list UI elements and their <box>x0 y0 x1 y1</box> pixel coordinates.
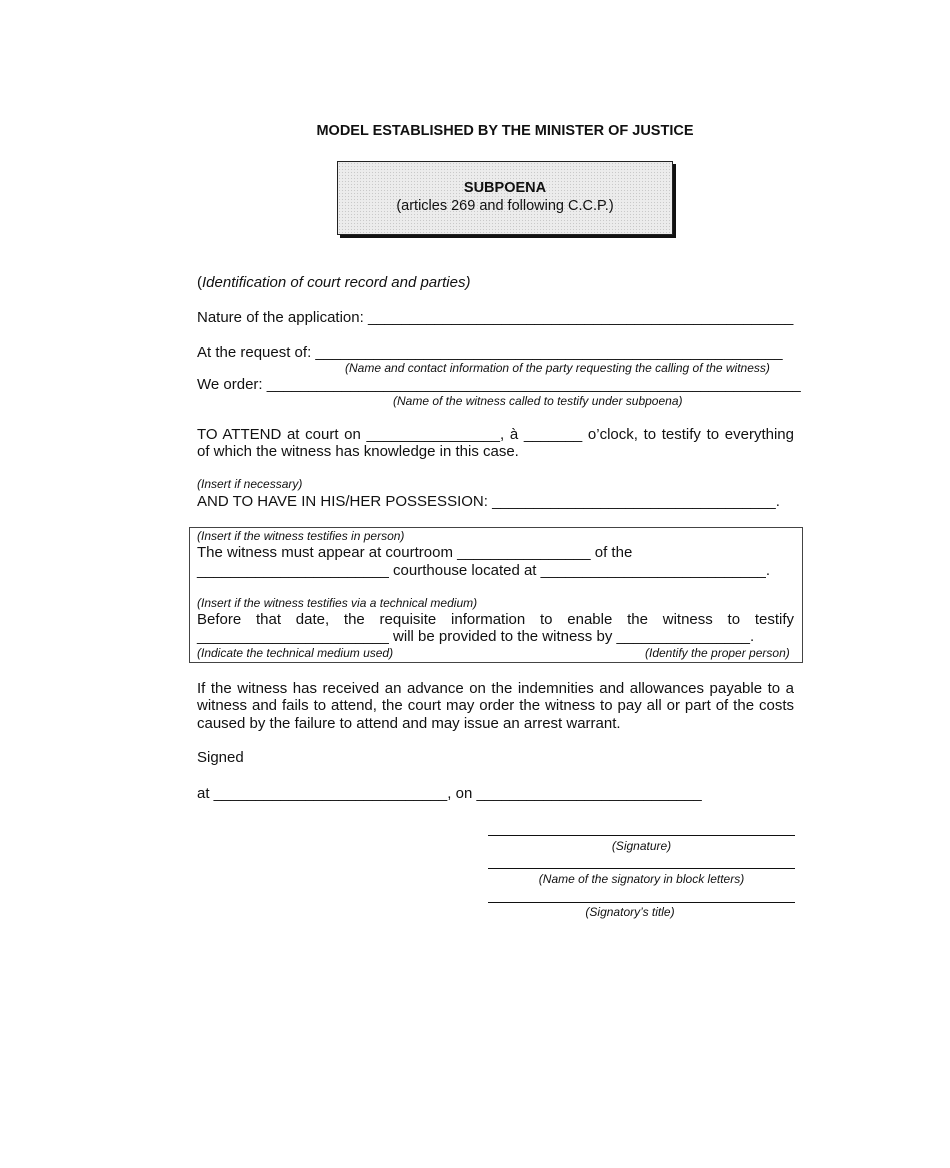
signatory-name-caption: (Name of the signatory in block letters) <box>538 872 745 886</box>
identification-label: (Identification of court record and parties) <box>197 274 471 291</box>
signature-line[interactable] <box>488 835 795 836</box>
model-heading: MODEL ESTABLISHED BY THE MINISTER OF JUSTICE <box>316 123 694 139</box>
signed-label: Signed <box>197 749 244 766</box>
request-of-line[interactable]: At the request of: ________________________________________________________ <box>197 344 783 361</box>
signature-caption: (Signature) <box>611 839 672 853</box>
in-person-note: (Insert if the witness testifies in person) <box>197 529 405 543</box>
technical-medium-note: (Insert if the witness testifies via a technical medium) <box>197 596 478 610</box>
possession-note: (Insert if necessary) <box>197 477 303 491</box>
subpoena-subtitle: (articles 269 and following C.C.P.) <box>396 198 614 214</box>
advance-paragraph-line-2: witness and fails to attend, the court may order the witness to pay all or part of the costs <box>197 697 794 714</box>
request-caption: (Name and contact information of the party requesting the calling of the witness) <box>345 361 770 375</box>
attend-line-2: of which the witness has knowledge in this case. <box>197 443 519 460</box>
advance-paragraph-line-3: caused by the failure to attend and may issue an arrest warrant. <box>197 715 621 732</box>
technical-line-2[interactable]: _______________________ will be provided to the witness by ________________. <box>197 628 755 645</box>
subpoena-title: SUBPOENA <box>463 180 547 196</box>
signatory-title-line[interactable] <box>488 902 795 903</box>
we-order-line[interactable]: We order: ________________________________________________________________ <box>197 376 801 393</box>
technical-medium-caption: (Indicate the technical medium used) <box>197 646 394 660</box>
signatory-title-caption: (Signatory’s title) <box>585 905 675 919</box>
proper-person-caption: (Identify the proper person) <box>645 646 790 660</box>
signed-at-on-line[interactable]: at ____________________________, on ___________________________ <box>197 785 702 802</box>
signatory-name-line[interactable] <box>488 868 795 869</box>
subpoena-title-box <box>337 161 673 235</box>
nature-of-application-line[interactable]: Nature of the application: ___________________________________________________ <box>197 309 794 326</box>
technical-line-1: Before that date, the requisite information to enable the witness to testify <box>197 611 794 628</box>
courthouse-line[interactable]: _______________________ courthouse located at ___________________________. <box>197 562 771 579</box>
possession-line[interactable]: AND TO HAVE IN HIS/HER POSSESSION: __________________________________. <box>197 493 780 510</box>
attend-line-1: TO ATTEND at court on ________________, à _______ o’clock, to testify to everything <box>197 426 794 443</box>
courtroom-line[interactable]: The witness must appear at courtroom ________________ of the <box>197 544 633 561</box>
advance-paragraph-line-1: If the witness has received an advance on the indemnities and allowances payable to a <box>197 680 794 697</box>
order-caption: (Name of the witness called to testify under subpoena) <box>393 394 683 408</box>
